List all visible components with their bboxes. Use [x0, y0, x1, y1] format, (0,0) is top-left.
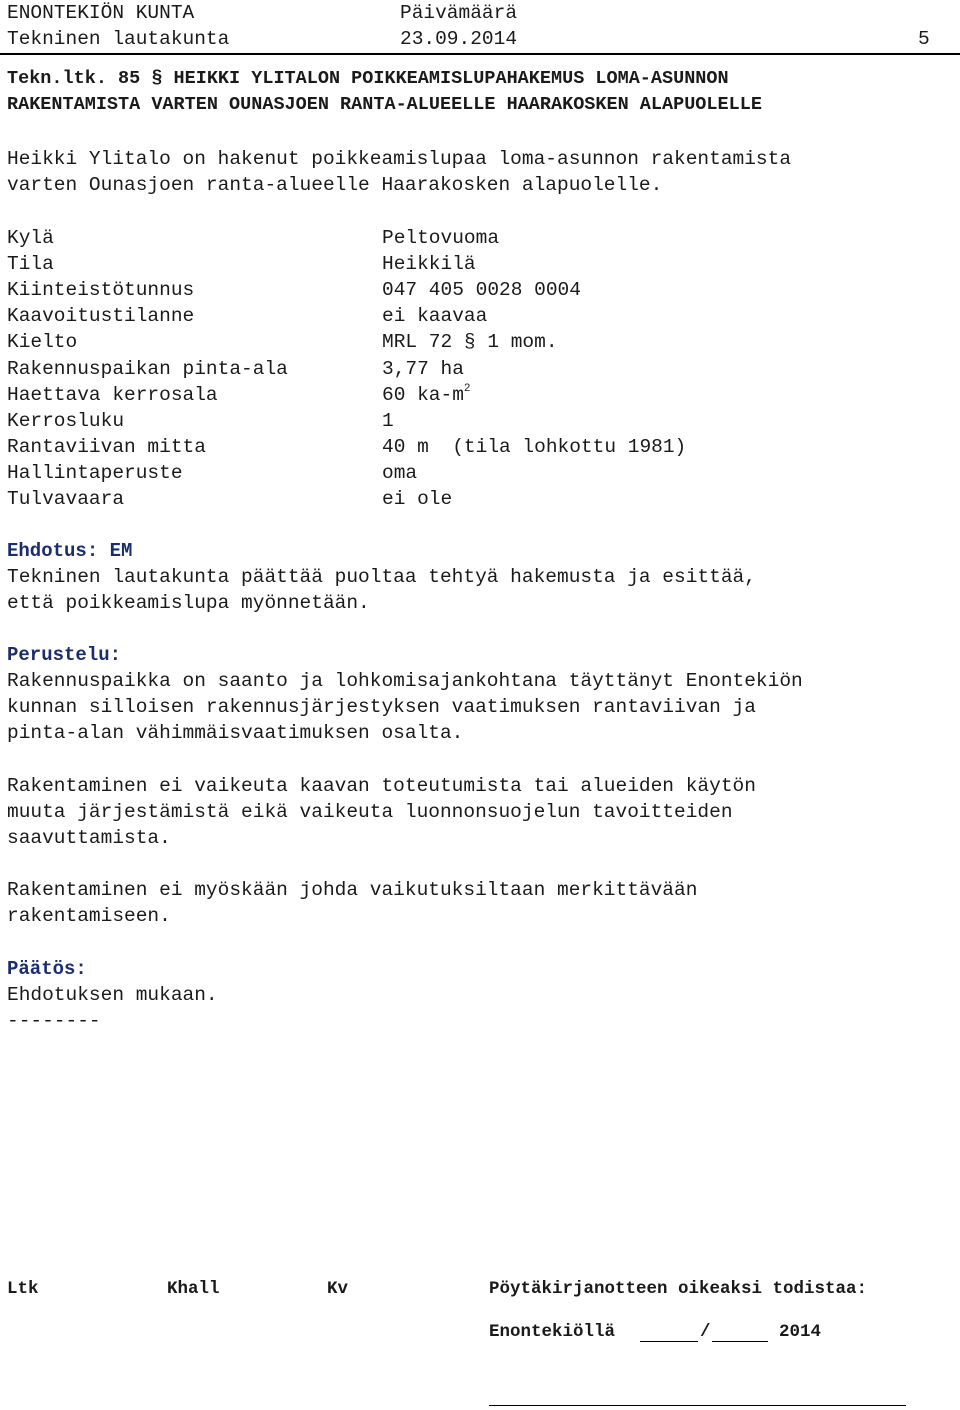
intro-line-2: varten Ounasjoen ranta-alueelle Haarakosken alapuolelle.	[7, 174, 663, 196]
meeting-date: 23.09.2014	[400, 28, 518, 50]
detail-value: MRL 72 § 1 mom.	[382, 331, 558, 353]
proposal-line-1: Tekninen lautakunta päättää puoltaa tehtyä hakemusta ja esittää,	[7, 566, 756, 588]
detail-label: Hallintaperuste	[7, 462, 183, 484]
rationale-p1-line-2: kunnan silloisen rakennusjärjestyksen vaatimuksen rantaviivan ja	[7, 696, 756, 718]
section-title-line-1: Tekn.ltk. 85 § HEIKKI YLITALON POIKKEAMISLUPAHAKEMUS LOMA-ASUNNON	[7, 68, 729, 89]
rationale-p3-line-1: Rakentaminen ei myöskään johda vaikutuksiltaan merkittävään	[7, 879, 698, 901]
detail-label: Kiinteistötunnus	[7, 279, 195, 301]
date-day-line	[640, 1341, 698, 1342]
date-label: Päivämäärä	[400, 2, 518, 24]
footer-slash: /	[700, 1322, 711, 1342]
board-name: Tekninen lautakunta	[7, 28, 230, 50]
page-number: 5	[918, 28, 930, 50]
decision-text: Ehdotuksen mukaan.	[7, 984, 218, 1006]
rationale-p2-line-3: saavuttamista.	[7, 827, 171, 849]
detail-value-with-superscript	[382, 382, 471, 408]
intro-line-1: Heikki Ylitalo on hakenut poikkeamislupaa loma-asunnon rakentamista	[7, 148, 792, 170]
rationale-heading: Perustelu:	[7, 644, 122, 666]
detail-label: Tila	[7, 253, 54, 275]
rationale-p2-line-2: muuta järjestämistä eikä vaikeuta luonnonsuojelun tavoitteiden	[7, 801, 733, 823]
proposal-heading: Ehdotus: EM	[7, 540, 133, 562]
rationale-p3-line-2: rakentamiseen.	[7, 905, 171, 927]
detail-label: Rakennuspaikan pinta-ala	[7, 358, 288, 380]
detail-value: 1	[382, 410, 394, 432]
detail-value: 047 405 0028 0004	[382, 279, 581, 301]
footer-ltk: Ltk	[7, 1279, 39, 1299]
detail-value: Heikkilä	[382, 253, 476, 275]
proposal-line-2: että poikkeamislupa myönnetään.	[7, 592, 370, 614]
detail-label: Kerrosluku	[7, 410, 125, 432]
decision-heading: Päätös:	[7, 958, 87, 980]
detail-label: Haettava kerrosala	[7, 384, 218, 406]
end-rule: --------	[7, 1010, 101, 1032]
footer-certify: Pöytäkirjanotteen oikeaksi todistaa:	[489, 1279, 868, 1299]
detail-value: 40 m (tila lohkottu 1981)	[382, 436, 687, 458]
org-name: ENONTEKIÖN KUNTA	[7, 2, 195, 24]
detail-label: Rantaviivan mitta	[7, 436, 206, 458]
detail-value: ei ole	[382, 488, 453, 510]
detail-value: Peltovuoma	[382, 227, 500, 249]
detail-label: Kaavoitustilanne	[7, 305, 195, 327]
footer-year: 2014	[779, 1322, 822, 1342]
footer-place: Enontekiöllä	[489, 1322, 616, 1342]
section-title-line-2: RAKENTAMISTA VARTEN OUNASJOEN RANTA-ALUEELLE HAARAKOSKEN ALAPUOLELLE	[7, 94, 762, 115]
detail-label: Tulvavaara	[7, 488, 125, 510]
detail-value: oma	[382, 462, 418, 484]
signature-line	[489, 1405, 906, 1406]
date-month-line	[712, 1341, 768, 1342]
detail-value-text: 60 ka-m	[382, 384, 464, 406]
detail-value: 3,77 ha	[382, 358, 464, 380]
rationale-p1-line-3: pinta-alan vähimmäisvaatimuksen osalta.	[7, 722, 464, 744]
rationale-p1-line-1: Rakennuspaikka on saanto ja lohkomisajankohtana täyttänyt Enontekiön	[7, 670, 803, 692]
footer-khall: Khall	[167, 1279, 220, 1299]
detail-label: Kylä	[7, 227, 54, 249]
detail-label: Kielto	[7, 331, 78, 353]
rationale-p2-line-1: Rakentaminen ei vaikeuta kaavan toteutumista tai alueiden käytön	[7, 775, 756, 797]
header-divider	[0, 53, 960, 55]
footer-kv: Kv	[327, 1279, 349, 1299]
superscript: 2	[463, 383, 471, 395]
detail-value: ei kaavaa	[382, 305, 488, 327]
